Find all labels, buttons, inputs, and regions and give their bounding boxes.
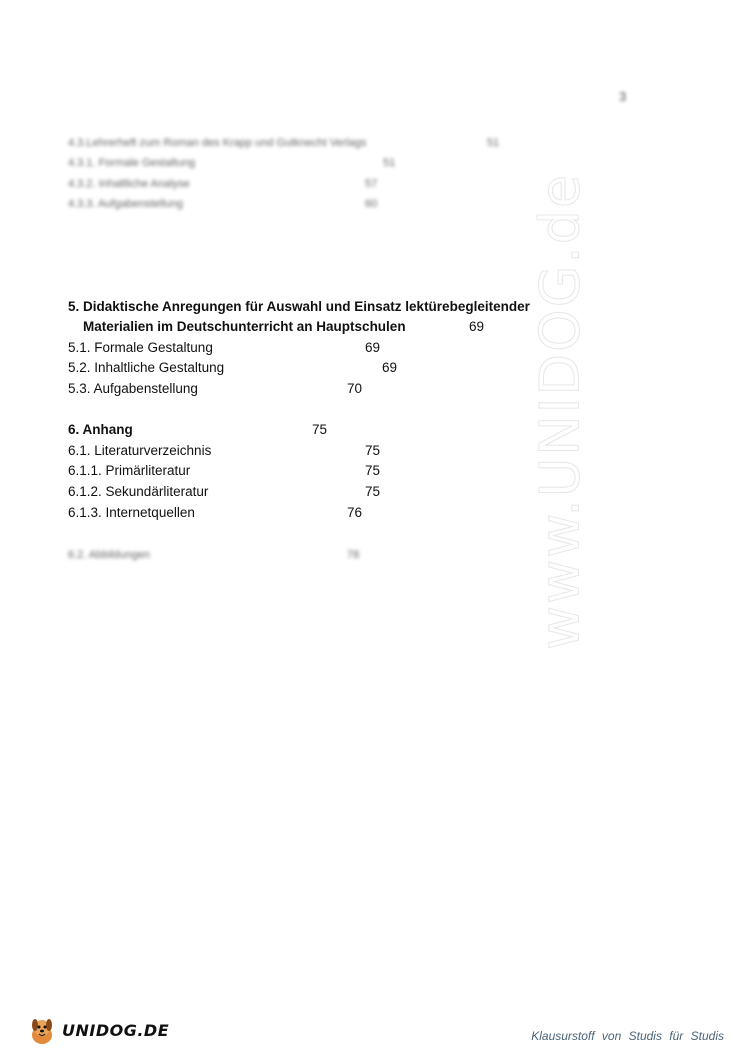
toc-page-6-1-1: 75: [365, 463, 381, 478]
toc-entry-4-3-2: 4.3.2. Inhaltliche Analyse: [68, 178, 190, 190]
toc-entry-4-3: 4.3.Lehrerheft zum Roman des Krapp und Gutknecht Verlags: [68, 137, 367, 149]
footer-logo: [26, 1014, 169, 1046]
toc-entry-6-1: 6.1. Literaturverzeichnis: [68, 443, 212, 458]
page-number: 3: [619, 89, 627, 104]
toc-page-5-2: 69: [382, 360, 398, 375]
toc-entry-6-1-2: 6.1.2. Sekundärliteratur: [68, 484, 209, 499]
toc-page-4-3: 51: [487, 137, 500, 149]
toc-entry-6-2: 6.2. Abbildungen: [68, 549, 150, 561]
toc-entry-5-1: 5.1. Formale Gestaltung: [68, 340, 213, 355]
toc-entry-5: 5. Didaktische Anregungen für Auswahl und Einsatz lektürebegleitender: [68, 299, 530, 314]
toc-page-4-3-2: 57: [365, 178, 378, 190]
toc-entry-5-line2: Materialien im Deutschunterricht an Hauptschulen: [83, 319, 406, 334]
toc-entry-5-3: 5.3. Aufgabenstellung: [68, 381, 198, 396]
footer-slogan: Klausurstoff von Studis für Studis: [531, 1029, 724, 1043]
toc-page-6-1: 75: [365, 443, 381, 458]
toc-entry-5-2: 5.2. Inhaltliche Gestaltung: [68, 360, 225, 375]
toc-page-6-1-3: 76: [347, 505, 363, 520]
toc-page-4-3-1: 51: [383, 157, 396, 169]
watermark: www.UNIDOG.de: [528, 172, 592, 650]
toc-page-6-2: 78: [347, 549, 360, 561]
dog-logo-icon: [26, 1014, 58, 1046]
toc-page-5: 69: [469, 319, 485, 334]
toc-page-6: 75: [312, 422, 328, 437]
toc-entry-4-3-1: 4.3.1. Formale Gestaltung: [68, 157, 196, 169]
toc-page-6-1-2: 75: [365, 484, 381, 499]
toc-page-5-1: 69: [365, 340, 381, 355]
toc-entry-6: 6. Anhang: [68, 422, 133, 437]
toc-entry-4-3-3: 4.3.3. Aufgabenstellung: [68, 198, 183, 210]
logo-text: UNIDOG.DE: [62, 1020, 170, 1040]
toc-entry-6-1-3: 6.1.3. Internetquellen: [68, 505, 195, 520]
toc-page-5-3: 70: [347, 381, 363, 396]
toc-page-4-3-3: 60: [365, 198, 378, 210]
toc-entry-6-1-1: 6.1.1. Primärliteratur: [68, 463, 191, 478]
